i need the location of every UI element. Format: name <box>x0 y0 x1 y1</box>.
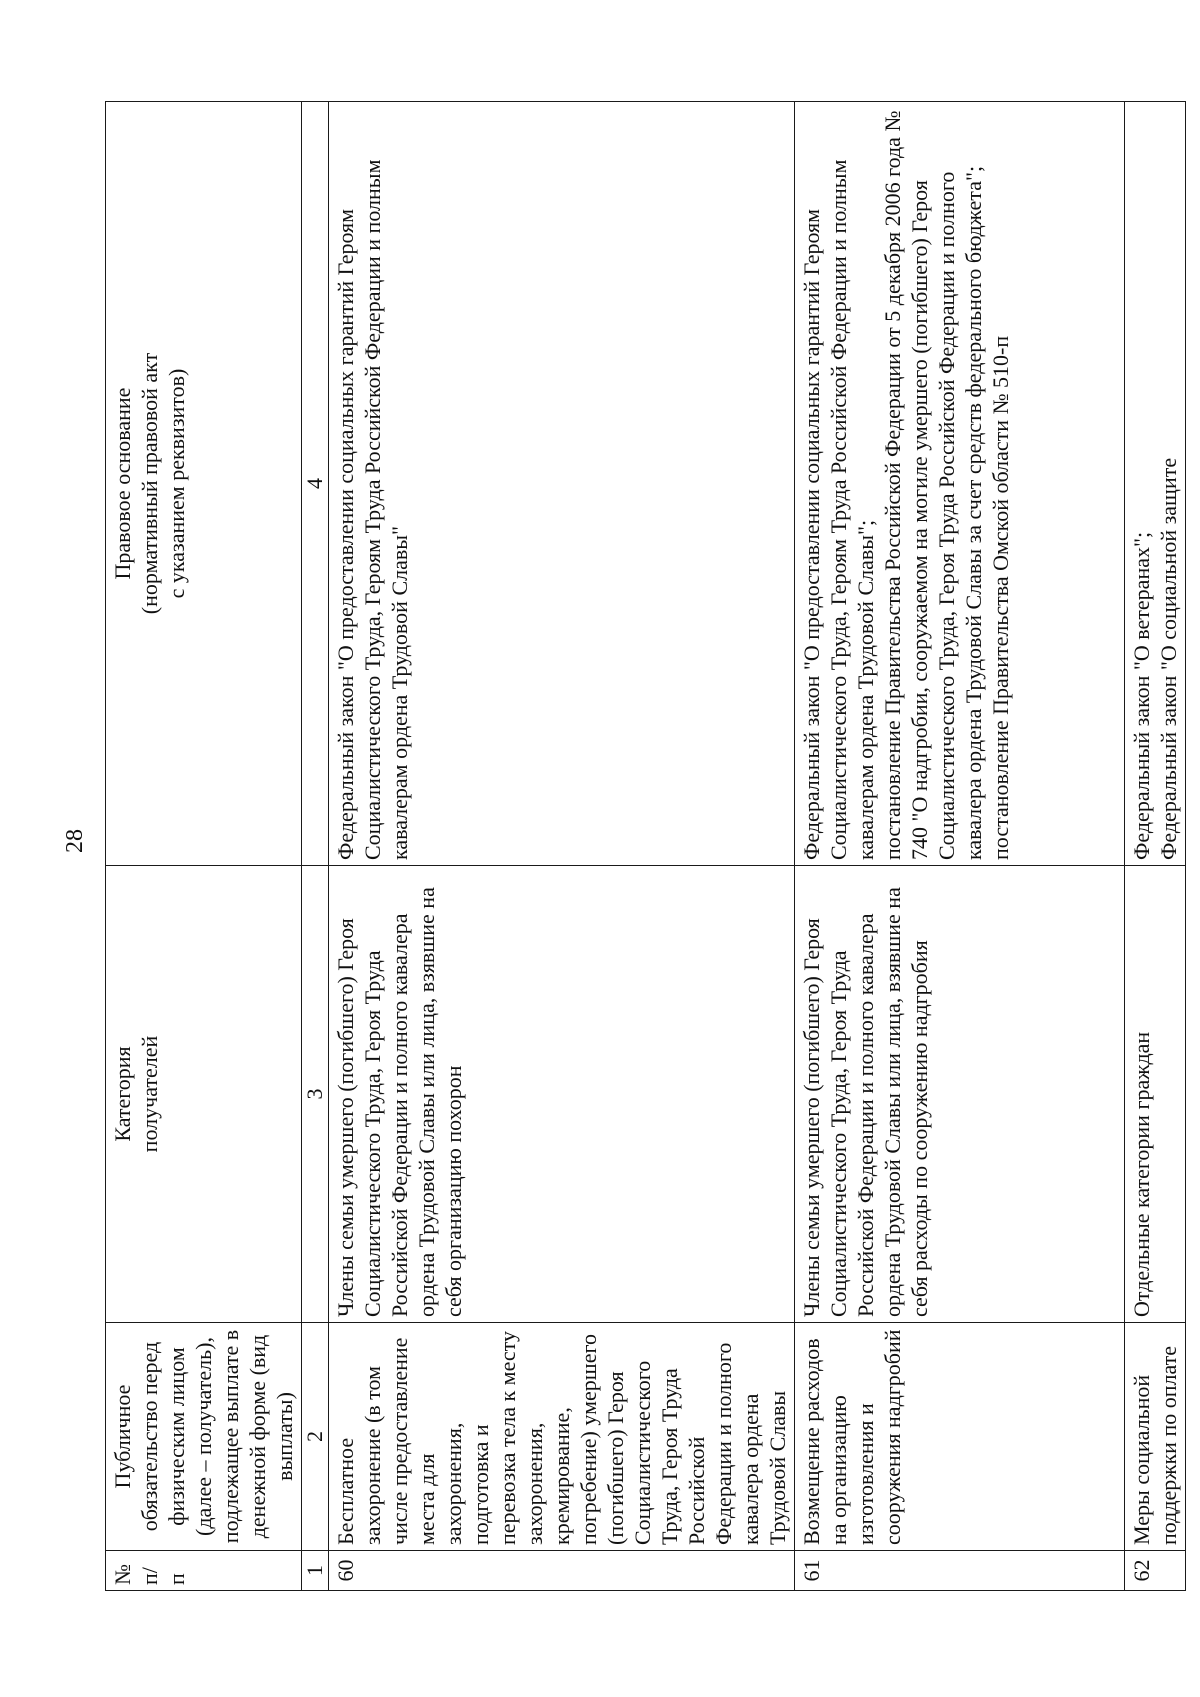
header-row <box>106 102 302 1591</box>
row-number: 60 <box>329 1551 795 1591</box>
row-number: 62 <box>1125 1551 1186 1591</box>
column-index: 3 <box>302 866 329 1323</box>
header-num: № п/п <box>106 1551 302 1591</box>
table-header <box>106 102 329 1591</box>
column-index: 2 <box>302 1323 329 1551</box>
header-basis: Правовое основание (нормативный правовой акт с указанием реквизитов) <box>106 102 302 866</box>
header-obligation: Публичное обязательство перед физическим лицом (далее – получатель), подлежащее выплате в денежной форме (вид выплаты) <box>106 1323 302 1551</box>
column-index-row <box>302 102 329 1591</box>
row-obligation: Возмещение расходов на организацию изготовления и сооружения надгробий <box>795 1323 1125 1551</box>
row-category: Члены семьи умершего (погибшего) Героя Социалистического Труда, Героя Труда Российской Федерации и полного кавалера ордена Трудовой Славы или лица, взявшие на себя расходы по сооружению надгробия <box>795 866 1125 1323</box>
table-row <box>329 102 795 1591</box>
obligations-table <box>105 101 1186 1591</box>
row-category: Отдельные категории граждан <box>1125 866 1186 1323</box>
page-number: 28 <box>62 829 88 853</box>
row-basis: Федеральный закон "О предоставлении социальных гарантий Героям Социалистического Труда, Героям Труда Российской Федерации и полным кавалерам ордена Трудовой Славы"; постановление Правительства Российской Федерации от 5 декабря 2006 года № 740 "О надгробии, сооружаемом на могиле умершего (погибшего) Героя Социалистического Труда, Героя Труда Российской Федерации и полного кавалера ордена Трудовой Славы за счет средств федерального бюджета"; постановление Правительства Омской области № 510-п <box>795 102 1125 866</box>
column-index: 4 <box>302 102 329 866</box>
table-body <box>329 102 1186 1591</box>
row-category: Члены семьи умершего (погибшего) Героя Социалистического Труда, Героя Труда Российской Федерации и полного кавалера ордена Трудовой Славы или лица, взявшие на себя организацию похорон <box>329 866 795 1323</box>
row-basis: Федеральный закон "О ветеранах"; Федеральный закон "О социальной защите <box>1125 102 1186 866</box>
row-obligation: Меры социальной поддержки по оплате <box>1125 1323 1186 1551</box>
table-row <box>1125 102 1186 1591</box>
column-index: 1 <box>302 1551 329 1591</box>
row-basis: Федеральный закон "О предоставлении социальных гарантий Героям Социалистического Труда, Героям Труда Российской Федерации и полным кавалерам ордена Трудовой Славы" <box>329 102 795 866</box>
row-number: 61 <box>795 1551 1125 1591</box>
header-category: Категория получателей <box>106 866 302 1323</box>
row-obligation: Бесплатное захоронение (в том числе предоставление места для захоронения, подготовка и перевозка тела к месту захоронения, кремирование, погребение) умершего (погибшего) Героя Социалистического Труда, Героя Труда Российской Федерации и полного кавалера ордена Трудовой Славы <box>329 1323 795 1551</box>
table-row <box>795 102 1125 1591</box>
